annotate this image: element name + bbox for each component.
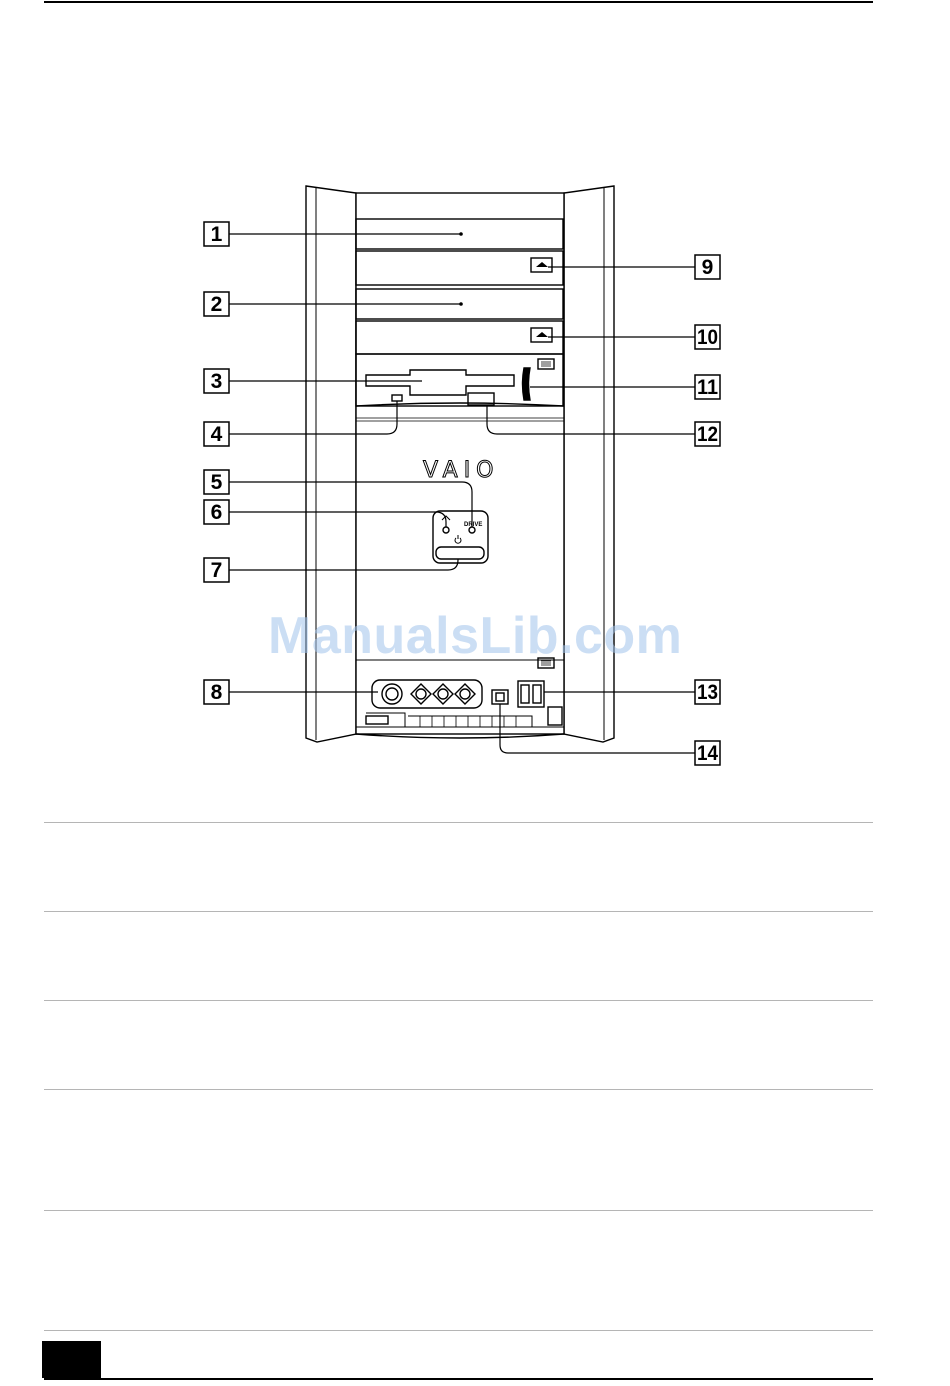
svg-text:10: 10 [697,326,718,349]
callout-4 [204,422,229,446]
page-number-box [42,1341,101,1378]
svg-text:5: 5 [210,471,223,494]
callout-3 [204,369,229,393]
divider-3 [44,1000,873,1001]
callout-5 [204,470,229,494]
svg-text:4: 4 [210,423,223,446]
callout-6 [204,500,229,524]
svg-text:11: 11 [697,376,719,399]
svg-text:12: 12 [697,423,718,446]
svg-text:13: 13 [697,681,718,704]
divider-5 [44,1210,873,1211]
memory-stick-slot [523,368,531,400]
callout-12 [695,422,720,446]
svg-text:9: 9 [701,256,714,279]
drive-label: DRIVE [464,522,483,528]
bottom-rule [44,1378,873,1380]
svg-text:3: 3 [210,370,223,393]
divider-6 [44,1330,873,1331]
divider-4 [44,1089,873,1090]
callout-1 [204,222,229,246]
callout-7 [204,558,229,582]
divider-1 [44,822,873,823]
svg-text:1: 1 [210,223,223,246]
callout-8 [204,680,229,704]
divider-2 [44,911,873,912]
svg-text:14: 14 [697,742,719,765]
vaio-logo: VAIO [423,458,500,483]
svg-text:7: 7 [210,559,223,582]
callout-11 [695,375,720,399]
svg-text:6: 6 [210,501,223,524]
callout-9 [695,255,720,279]
callout-14 [695,741,720,765]
watermark: ManualsLib.com [268,607,683,665]
svg-text:2: 2 [210,293,223,316]
callout-13 [695,680,720,704]
svg-text:8: 8 [210,681,223,704]
callout-2 [204,292,229,316]
callout-10 [695,325,720,349]
